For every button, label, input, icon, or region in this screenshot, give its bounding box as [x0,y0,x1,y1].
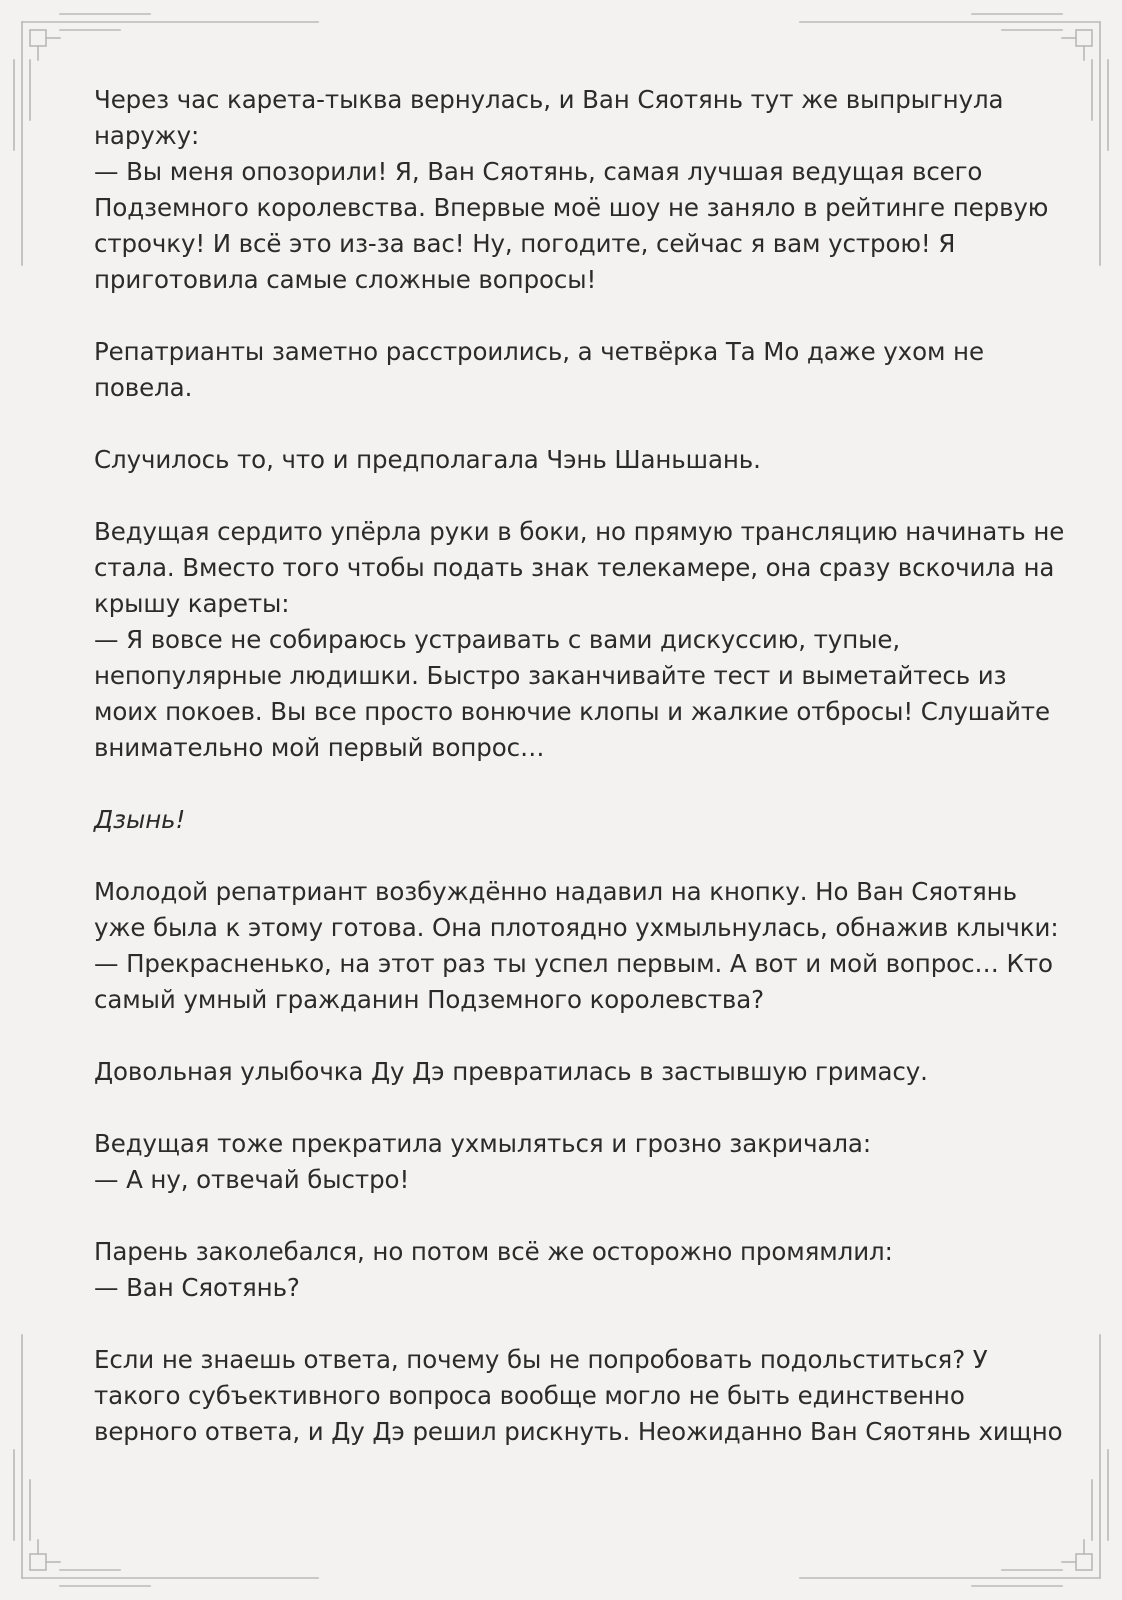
text-line: строчку! И всё это из-за вас! Ну, погодите, сейчас я вам устрою! Я [94,229,956,258]
paragraph [94,82,1049,298]
text-line: — Прекрасненько, на этот раз ты успел первым. А вот и мой вопрос… Кто [94,949,1053,978]
text-line: самый умный гражданин Подземного королевства? [94,985,765,1014]
text-line: Молодой репатриант возбуждённо надавил на кнопку. Но Ван Сяотянь [94,877,1017,906]
paragraph [94,874,1059,1018]
text-line: такого субъективного вопроса вообще могло не быть единственно [94,1381,965,1410]
text-line: Случилось то, что и предполагала Чэнь Шаньшань. [94,445,761,474]
text-line: непопулярные людишки. Быстро заканчивайте тест и выметайтесь из [94,661,1007,690]
text-line: крышу кареты: [94,589,290,618]
paragraph [94,1054,1034,1090]
text-line: Через час карета-тыква вернулась, и Ван Сяотянь тут же выпрыгнула [94,85,1004,114]
paragraph [94,514,1065,766]
text-line: Парень заколебался, но потом всё же осторожно промямлил: [94,1237,893,1266]
text-line: — А ну, отвечай быстро! [94,1165,410,1194]
text-line: — Вы меня опозорили! Я, Ван Сяотянь, самая лучшая ведущая всего [94,157,983,186]
paragraph-italic [94,802,1034,838]
text-line: приготовила самые сложные вопросы! [94,265,597,294]
text-line: стала. Вместо того чтобы подать знак телекамере, она сразу вскочила на [94,553,1055,582]
text-line: Репатрианты заметно расстроились, а четвёрка Та Мо даже ухом не [94,337,984,366]
text-line: Ведущая тоже прекратила ухмыляться и грозно закричала: [94,1129,871,1158]
text-line: уже была к этому готова. Она плотоядно ухмыльнулась, обнажив клычки: [94,913,1059,942]
text-line: — Ван Сяотянь? [94,1273,300,1302]
text-line: Довольная улыбочка Ду Дэ превратилась в застывшую гримасу. [94,1057,928,1086]
text-line: Подземного королевства. Впервые моё шоу не заняло в рейтинге первую [94,193,1049,222]
text-line: повела. [94,373,193,402]
text-line: — Я вовсе не собираюсь устраивать с вами дискуссию, тупые, [94,625,901,654]
page-text [94,82,1065,1486]
text-line: наружу: [94,121,200,150]
paragraph [94,334,1034,406]
text-line: Дзынь! [94,805,186,834]
text-line: внимательно мой первый вопрос… [94,733,545,762]
text-line: моих покоев. Вы все просто вонючие клопы и жалкие отбросы! Слушайте [94,697,1050,726]
paragraph [94,442,1034,478]
paragraph [94,1126,1034,1198]
paragraph [94,1234,1034,1306]
text-line: Ведущая сердито упёрла руки в боки, но прямую трансляцию начинать не [94,517,1065,546]
text-line: верного ответа, и Ду Дэ решил рискнуть. Неожиданно Ван Сяотянь хищно [94,1417,1063,1446]
text-line: Если не знаешь ответа, почему бы не попробовать подольститься? У [94,1345,988,1374]
paragraph [94,1342,1063,1450]
